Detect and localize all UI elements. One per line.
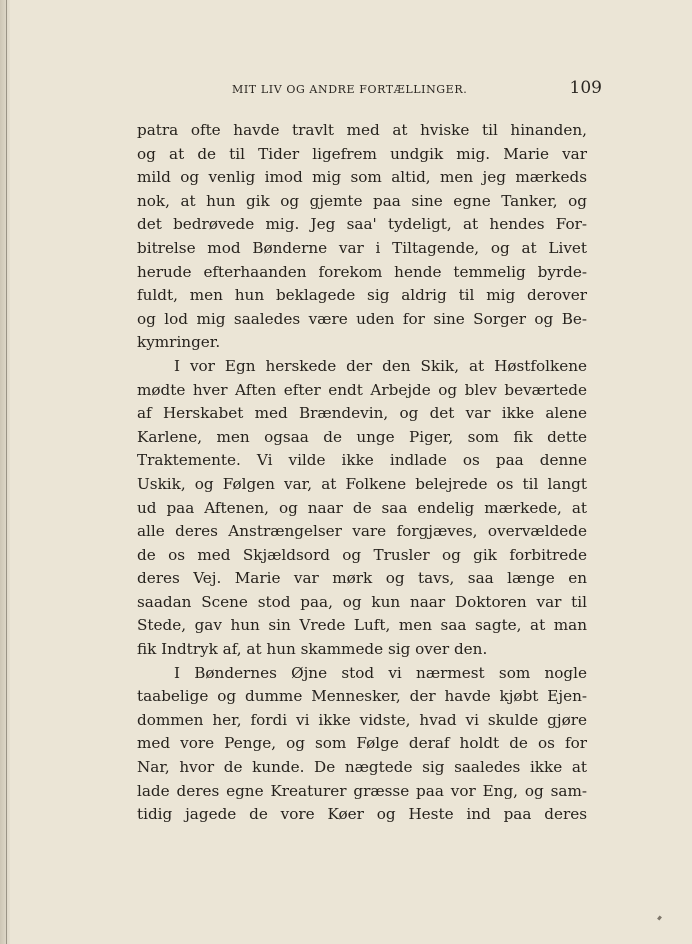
text-line: mødte hver Aften efter endt Arbejde og blev beværtede (137, 380, 587, 399)
text-line: ud paa Aftenen, og naar de saa endelig mærkede, at (137, 498, 587, 517)
page-number: 109 (569, 78, 602, 98)
text-line: deres Vej. Marie var mørk og tavs, saa længe en (137, 569, 587, 588)
text-line: lade deres egne Kreaturer græsse paa vor Eng, og sam- (137, 781, 587, 800)
text-line: mild og venlig imod mig som altid, men jeg mærkeds (137, 168, 587, 187)
text-line: nok, at hun gik og gjemte paa sine egne Tanker, og (137, 191, 587, 210)
page-header (232, 78, 602, 102)
running-title: MIT LIV OG ANDRE FORTÆLLINGER. (232, 83, 468, 96)
text-line: af Herskabet med Brændevin, og det var ikke alene (137, 404, 587, 423)
text-line: kymringer. (137, 333, 221, 352)
text-line: Traktemente. Vi vilde ikke indlade os paa denne (137, 451, 587, 470)
text-line: herude efterhaanden forekom hende temmelig byrde- (137, 262, 587, 281)
body-text (137, 119, 587, 827)
text-line: bitrelse mod Bønderne var i Tiltagende, og at Livet (137, 238, 587, 257)
text-line: dommen her, fordi vi ikke vidste, hvad vi skulde gjøre (137, 710, 587, 729)
text-line: Stede, gav hun sin Vrede Luft, men saa sagte, at man (137, 616, 587, 635)
text-line: alle deres Anstrængelser vare forgjæves, overvældede (137, 522, 587, 541)
text-line: taabelige og dumme Mennesker, der havde kjøbt Ejen- (137, 687, 587, 706)
text-line: med vore Penge, og som Følge deraf holdt de os for (137, 734, 587, 753)
paper-speck (657, 916, 662, 921)
text-line: tidig jagede de vore Køer og Heste ind paa deres (137, 805, 587, 824)
text-line: Nar, hvor de kunde. De nægtede sig saaledes ikke at (137, 758, 587, 777)
text-line: og at de til Tider ligefrem undgik mig. Marie var (137, 144, 587, 163)
text-line: fik Indtryk af, at hun skammede sig over den. (137, 640, 488, 659)
text-line: saadan Scene stod paa, og kun naar Doktoren var til (137, 592, 587, 611)
text-line: og lod mig saaledes være uden for sine Sorger og Be- (137, 309, 587, 328)
text-line: de os med Skjældsord og Trusler og gik forbitrede (137, 545, 587, 564)
text-line: Uskik, og Følgen var, at Folkene belejrede os til langt (137, 474, 587, 493)
text-line: patra ofte havde travlt med at hviske til hinanden, (137, 121, 587, 139)
paragraph-start-line: I vor Egn herskede der den Skik, at Høstfolkene (174, 356, 587, 375)
text-line: Karlene, men ogsaa de unge Piger, som fik dette (137, 427, 587, 446)
page-gutter-line (6, 0, 7, 944)
page-gutter-shadow (0, 0, 10, 944)
text-line: det bedrøvede mig. Jeg saa' tydeligt, at hendes For- (137, 215, 587, 234)
paragraph-start-line: I Bøndernes Øjne stod vi nærmest som nogle (174, 663, 587, 682)
text-line: fuldt, men hun beklagede sig aldrig til mig derover (137, 286, 587, 305)
